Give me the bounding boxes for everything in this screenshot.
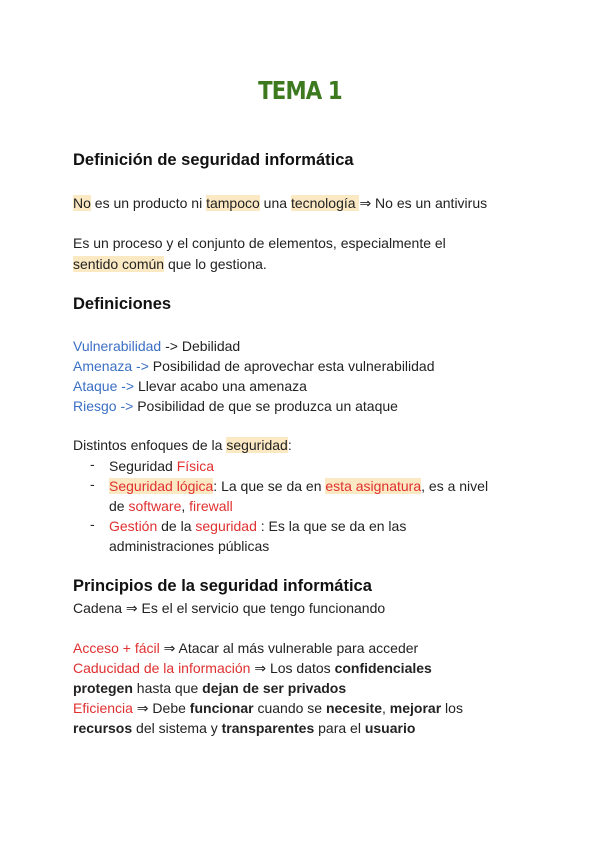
text: Distintos enfoques de la — [73, 437, 227, 453]
text-line: Cadena ⇒ Es el el servicio que tengo funcionando — [73, 600, 386, 616]
page-title: TEMA 1 — [258, 76, 342, 105]
text: software — [128, 498, 182, 514]
highlight: No — [73, 195, 91, 211]
definition-item — [73, 396, 398, 416]
text: Seguridad — [109, 458, 177, 474]
text-line — [73, 435, 292, 455]
definition-item — [73, 356, 435, 376]
principle-item — [73, 658, 432, 678]
section-heading-principios: Principios de la seguridad informática — [73, 577, 372, 595]
text: , — [382, 700, 390, 716]
highlight: Seguridad lógica — [109, 478, 214, 494]
text-line — [73, 254, 267, 274]
text: , es a nivel — [421, 478, 489, 494]
text: es un producto ni — [90, 195, 207, 211]
list-item — [109, 516, 406, 536]
text: una — [259, 195, 291, 211]
principle-item — [73, 638, 418, 658]
bold-text: usuario — [364, 720, 416, 736]
bold-text: mejorar — [389, 700, 442, 716]
desc: Posibilidad de aprovechar esta vulnerabilidad — [152, 358, 435, 374]
definition-item — [73, 376, 307, 396]
term: Ataque -> — [73, 378, 135, 394]
desc: Llevar acabo una amenaza — [138, 378, 307, 394]
text: seguridad — [195, 518, 257, 534]
text: : — [287, 437, 292, 453]
term: Riesgo -> — [73, 398, 134, 414]
text: ⇒ Los datos — [250, 660, 335, 676]
text: : Es la que se da en las — [256, 518, 407, 534]
text: ⇒ Atacar al más vulnerable para acceder — [159, 640, 419, 656]
text: los — [441, 700, 463, 716]
term: Amenaza -> — [73, 358, 149, 374]
text: que lo gestiona. — [164, 256, 267, 272]
bullet-dash: - — [90, 456, 95, 472]
bold-text: transparentes — [221, 720, 315, 736]
term: Vulnerabilidad — [73, 338, 162, 354]
definition-item — [73, 336, 240, 356]
arrow: -> — [161, 338, 182, 354]
text: hasta que — [132, 680, 203, 696]
bold-text: dejan de ser privados — [202, 680, 347, 696]
list-item — [109, 476, 488, 496]
bullet-dash: - — [90, 476, 95, 492]
text: del sistema y — [132, 720, 222, 736]
text: ⇒ No es un antivirus — [359, 195, 488, 211]
text: ⇒ Debe — [132, 700, 190, 716]
text: cuando se — [253, 700, 326, 716]
bold-text: confidenciales — [334, 660, 432, 676]
section-heading-definicion: Definición de seguridad informática — [73, 151, 354, 169]
highlight: tampoco — [206, 195, 260, 211]
bullet-dash: - — [90, 516, 95, 532]
text: Gestión — [109, 518, 158, 534]
list-item-continuation — [109, 496, 233, 516]
highlight: esta asignatura — [325, 478, 422, 494]
term: Acceso + fácil — [73, 640, 160, 656]
text: , — [181, 498, 190, 514]
highlight: sentido común — [73, 256, 165, 272]
bold-text: necesite — [325, 700, 383, 716]
highlight: tecnología — [290, 195, 360, 211]
bold-text: protegen — [73, 680, 133, 696]
text: firewall — [189, 498, 233, 514]
term: Caducidad de la información — [73, 660, 251, 676]
section-heading-definiciones: Definiciones — [73, 295, 172, 313]
principle-item — [73, 698, 463, 718]
principle-item-continuation — [73, 678, 346, 698]
bold-text: recursos — [73, 720, 133, 736]
desc: Debilidad — [181, 338, 241, 354]
term: Eficiencia — [73, 700, 133, 716]
highlight: seguridad — [226, 437, 288, 453]
text-line — [73, 193, 487, 213]
text: para el — [314, 720, 365, 736]
desc: Posibilidad de que se produzca un ataque — [137, 398, 398, 414]
bold-text: funcionar — [189, 700, 254, 716]
text: de la — [157, 518, 196, 534]
text-line: Es un proceso y el conjunto de elementos, especialmente el — [73, 235, 446, 251]
principle-item-continuation — [73, 718, 415, 738]
text: : La que se da en — [213, 478, 326, 494]
text: Física — [176, 458, 215, 474]
text: de — [109, 498, 129, 514]
list-item-continuation: administraciones públicas — [109, 538, 270, 554]
list-item — [109, 456, 214, 476]
